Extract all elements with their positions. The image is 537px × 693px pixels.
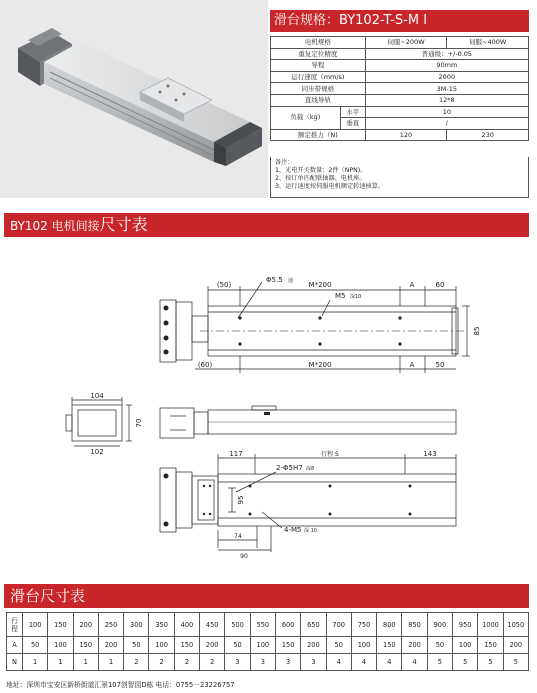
spec-title: 滑台规格：BY102-T-S-M I (270, 10, 529, 32)
stroke-row (7, 613, 529, 637)
footer-address: 地址：深圳市宝安区新桥街道汇景107创智园D栋 电话：0755－23226757 (6, 681, 235, 689)
n-value: 5 (427, 654, 452, 671)
spec-value: 伺服~200W (365, 37, 447, 49)
spec-row-belt (271, 83, 529, 95)
a-header: A (7, 637, 23, 654)
note-line: 3、运行速度按伺服电机额定转速核算。 (275, 183, 385, 190)
spec-value: 2000 (365, 71, 528, 83)
a-value: 200 (200, 637, 225, 654)
end-width-top: 104 (90, 392, 104, 400)
spec-label: 负载（kg) (271, 106, 341, 129)
section-header-dimensions (4, 213, 529, 237)
tap-label: 4-M5 (284, 526, 302, 534)
drawing-svg (0, 240, 537, 580)
spec-value: 3M-15 (365, 83, 528, 95)
motor-block-bottom (160, 468, 176, 532)
dim-50-paren: (50) (216, 281, 232, 289)
n-value: 1 (48, 654, 73, 671)
spec-row-lead (271, 60, 529, 72)
dim-95: 95 (237, 495, 245, 505)
a-value: 150 (73, 637, 98, 654)
stroke-value: 150 (48, 613, 73, 637)
stroke-value: 550 (250, 613, 275, 637)
tap-suffix: 深 10 (304, 528, 317, 534)
stroke-value: 450 (200, 613, 225, 637)
stroke-value: 800 (377, 613, 402, 637)
stroke-value: 850 (402, 613, 427, 637)
n-value: 4 (351, 654, 376, 671)
spec-label: 直线导轨 (271, 94, 366, 106)
pitch-bottom: M*200 (308, 361, 332, 369)
spec-label: 运行速度（mm/s) (271, 71, 366, 83)
spec-sublabel: 水平 (340, 106, 365, 118)
a-value: 50 (427, 637, 452, 654)
dim-90: 90 (240, 553, 248, 560)
dimension-drawing (0, 240, 537, 580)
dim-60: 60 (435, 281, 445, 289)
side-motor (160, 408, 194, 438)
stroke-label: 行程 S (321, 451, 339, 458)
spec-value: 230 (447, 129, 529, 141)
dim-117: 117 (229, 450, 243, 458)
spec-label: 重复定位精度 (271, 48, 366, 60)
section-header-title: 尺寸表 (99, 215, 148, 234)
spec-label: 同步带规格 (271, 83, 366, 95)
stroke-value: 300 (124, 613, 149, 637)
n-value: 2 (149, 654, 174, 671)
n-value: 4 (402, 654, 427, 671)
a-value: 150 (174, 637, 199, 654)
spec-row-thrust (271, 129, 529, 141)
dim-74: 74 (234, 533, 242, 540)
spec-row-accuracy (271, 48, 529, 60)
product-photo (0, 0, 268, 198)
stroke-value: 650 (301, 613, 326, 637)
stroke-header: 行程 (7, 613, 23, 637)
a-value: 150 (275, 637, 300, 654)
a-value: 100 (351, 637, 376, 654)
end-height: 70 (135, 418, 143, 428)
stroke-table (6, 612, 529, 671)
note-line: 备注： (275, 159, 294, 166)
spec-label: 导程 (271, 60, 366, 72)
motor-flange-top (176, 302, 192, 360)
n-value: 2 (124, 654, 149, 671)
a-value: 50 (23, 637, 48, 654)
spec-value: / (365, 118, 528, 130)
a-bottom: A (409, 361, 415, 369)
n-value: 1 (73, 654, 98, 671)
stroke-value: 750 (351, 613, 376, 637)
n-value: 5 (503, 654, 528, 671)
n-value: 2 (200, 654, 225, 671)
stroke-value: 350 (149, 613, 174, 637)
stroke-value: 700 (326, 613, 351, 637)
spec-row-speed (271, 71, 529, 83)
pin-suffix: 深8 (306, 466, 315, 472)
n-value: 3 (275, 654, 300, 671)
m5-suffix: 深10 (350, 294, 362, 300)
a-value: 50 (326, 637, 351, 654)
a-value: 200 (301, 637, 326, 654)
note-line: 1、光电开关数量：2件（NPN)。 (275, 167, 367, 174)
a-value: 100 (149, 637, 174, 654)
n-value: 1 (98, 654, 123, 671)
a-value: 50 (225, 637, 250, 654)
a-value: 150 (478, 637, 503, 654)
stroke-value: 900 (427, 613, 452, 637)
a-value: 50 (124, 637, 149, 654)
dim-60-paren: (60) (197, 361, 213, 369)
stroke-value: 950 (453, 613, 478, 637)
end-view-body (72, 405, 122, 441)
spec-value: 10 (365, 106, 528, 118)
hole-suffix: 通 (288, 278, 294, 284)
spec-value: 120 (365, 129, 447, 141)
pin-label: 2-Φ5H7 (276, 464, 303, 472)
n-value: 4 (326, 654, 351, 671)
stroke-value: 250 (98, 613, 123, 637)
hole-label: Φ5.5 (266, 276, 283, 284)
spec-value: 12*8 (365, 94, 528, 106)
spec-row-guide (271, 94, 529, 106)
note-line: 2、按订单匹配联轴器、电机座。 (275, 175, 366, 182)
n-value: 3 (225, 654, 250, 671)
spec-row-load-horizontal (271, 106, 529, 118)
n-value: 5 (453, 654, 478, 671)
stroke-value: 400 (174, 613, 199, 637)
spec-row-motor (271, 37, 529, 49)
side-carriage-mark (264, 412, 270, 415)
section-header-title: 滑台尺寸表 (10, 587, 86, 605)
spec-value: 普通级：+/-0.05 (365, 48, 528, 60)
stroke-value: 100 (23, 613, 48, 637)
a-value: 200 (98, 637, 123, 654)
n-row (7, 654, 529, 671)
n-header: N (7, 654, 23, 671)
linear-stage-image (0, 0, 268, 198)
m5-label: M5 (335, 292, 346, 300)
spec-table (270, 36, 529, 141)
spec-notes (270, 157, 529, 198)
spec-sublabel: 垂直 (340, 118, 365, 130)
a-value: 200 (402, 637, 427, 654)
spec-value: 伺服~400W (447, 37, 529, 49)
dim-50: 50 (435, 361, 445, 369)
a-value: 100 (48, 637, 73, 654)
spec-value: 90mm (365, 60, 528, 72)
section-header-prefix: BY102 电机间接 (10, 219, 100, 233)
stroke-value: 1000 (478, 613, 503, 637)
spec-label: 额定推力（N) (271, 129, 366, 141)
spec-label: 电机规格 (271, 37, 366, 49)
a-value: 100 (250, 637, 275, 654)
stroke-value: 1050 (503, 613, 528, 637)
n-value: 2 (174, 654, 199, 671)
n-value: 4 (377, 654, 402, 671)
height-dim: 85 (473, 326, 481, 336)
a-top: A (409, 281, 415, 289)
pitch-top: M*200 (308, 281, 332, 289)
stroke-value: 200 (73, 613, 98, 637)
stroke-value: 600 (275, 613, 300, 637)
dim-143: 143 (423, 450, 437, 458)
stroke-value: 500 (225, 613, 250, 637)
end-width-bottom: 102 (90, 448, 104, 456)
n-value: 3 (301, 654, 326, 671)
n-value: 3 (250, 654, 275, 671)
n-value: 1 (23, 654, 48, 671)
section-header-stroke-table (4, 584, 529, 608)
a-row (7, 637, 529, 654)
a-value: 200 (503, 637, 528, 654)
n-value: 5 (478, 654, 503, 671)
a-value: 150 (377, 637, 402, 654)
a-value: 100 (453, 637, 478, 654)
